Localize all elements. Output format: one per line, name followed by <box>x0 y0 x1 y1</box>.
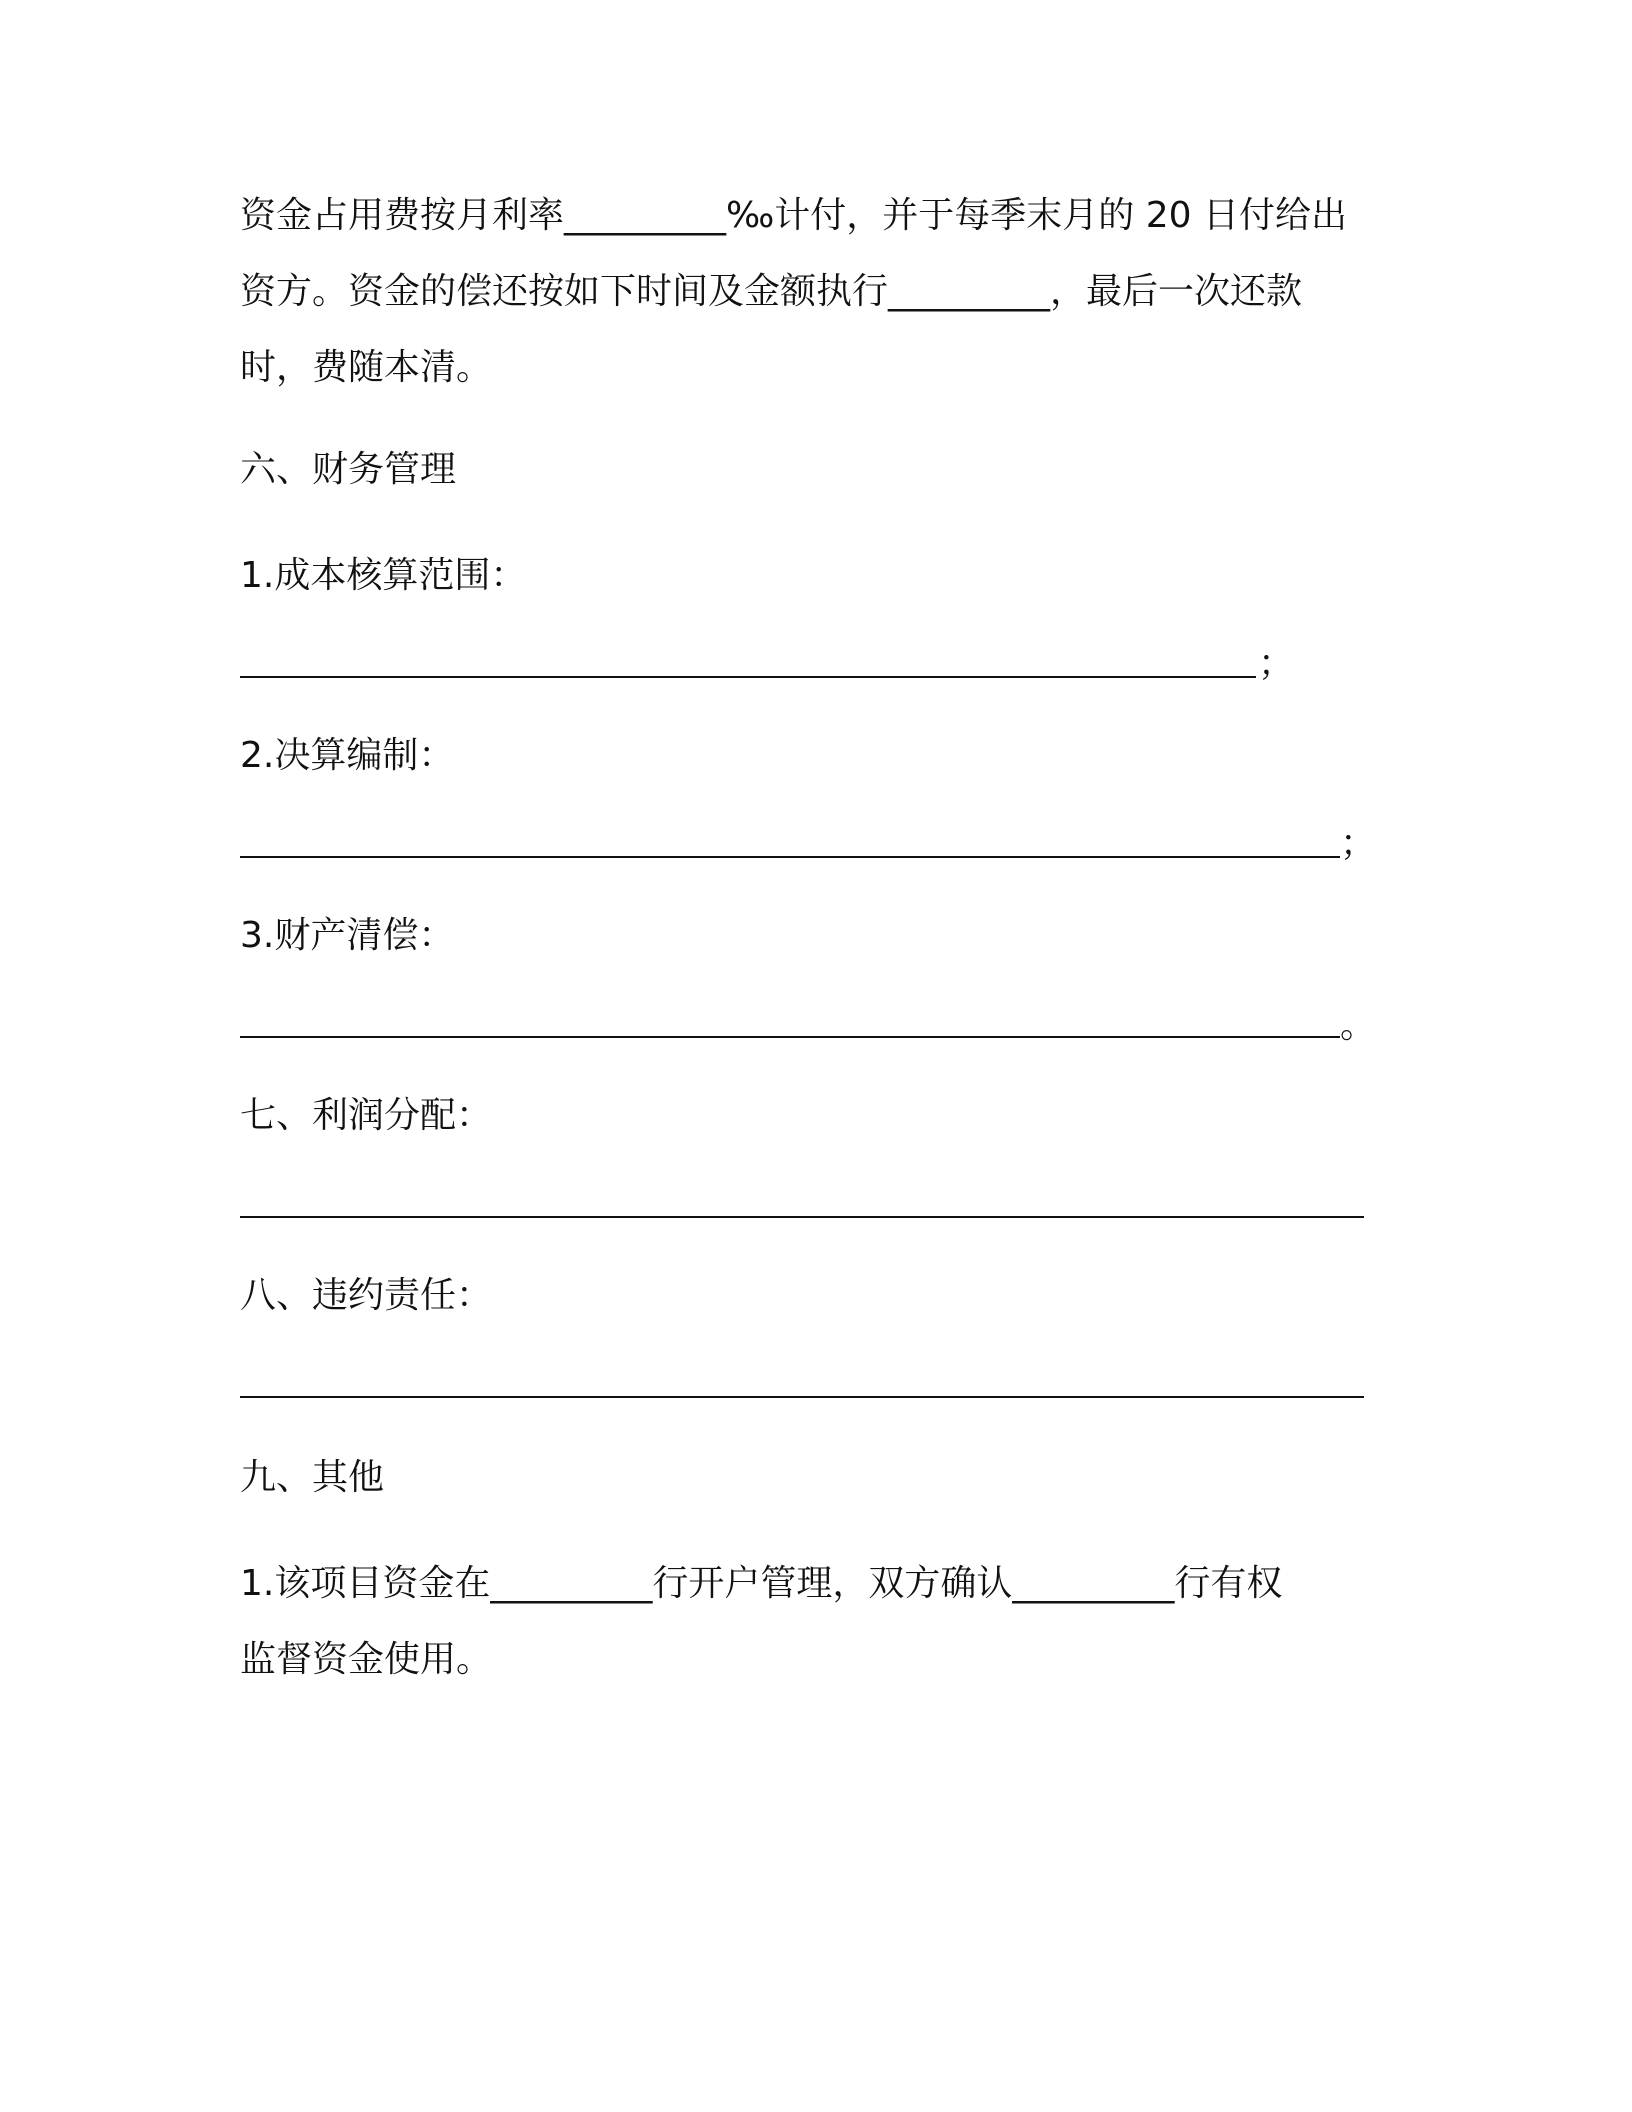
section-8-heading: 八、违约责任： <box>240 1275 493 1316</box>
final-accounts-label: 2.决算编制： <box>240 735 455 776</box>
section-7-heading: 七、利润分配： <box>240 1095 493 1136</box>
profit-distribution-blank <box>240 1216 1364 1218</box>
section-9-heading: 九、其他 <box>240 1457 385 1498</box>
property-settlement-label: 3.财产清偿： <box>240 915 455 956</box>
property-settlement-blank <box>240 1036 1340 1038</box>
section-6-heading: 六、财务管理 <box>240 449 457 490</box>
cost-accounting-blank <box>240 676 1256 678</box>
property-settlement-end: 。 <box>1340 1005 1377 1046</box>
bank-account-line-1: 1.该项目资金在_________行开户管理，双方确认_________行有权 <box>240 1563 1283 1604</box>
final-accounts-end: ； <box>1340 823 1377 864</box>
cost-accounting-label: 1.成本核算范围： <box>240 555 527 596</box>
bank-account-line-2: 监督资金使用。 <box>240 1639 493 1680</box>
fee-paragraph-line-1: 资金占用费按月利率_________‰计付，并于每季末月的 20 日付给出 <box>240 195 1348 236</box>
final-accounts-blank <box>240 856 1340 858</box>
fee-paragraph-line-2: 资方。资金的偿还按如下时间及金额执行_________，最后一次还款 <box>240 271 1303 312</box>
fee-paragraph-line-3: 时，费随本清。 <box>240 347 493 388</box>
cost-accounting-end: ； <box>1258 643 1295 684</box>
breach-liability-blank <box>240 1396 1364 1398</box>
